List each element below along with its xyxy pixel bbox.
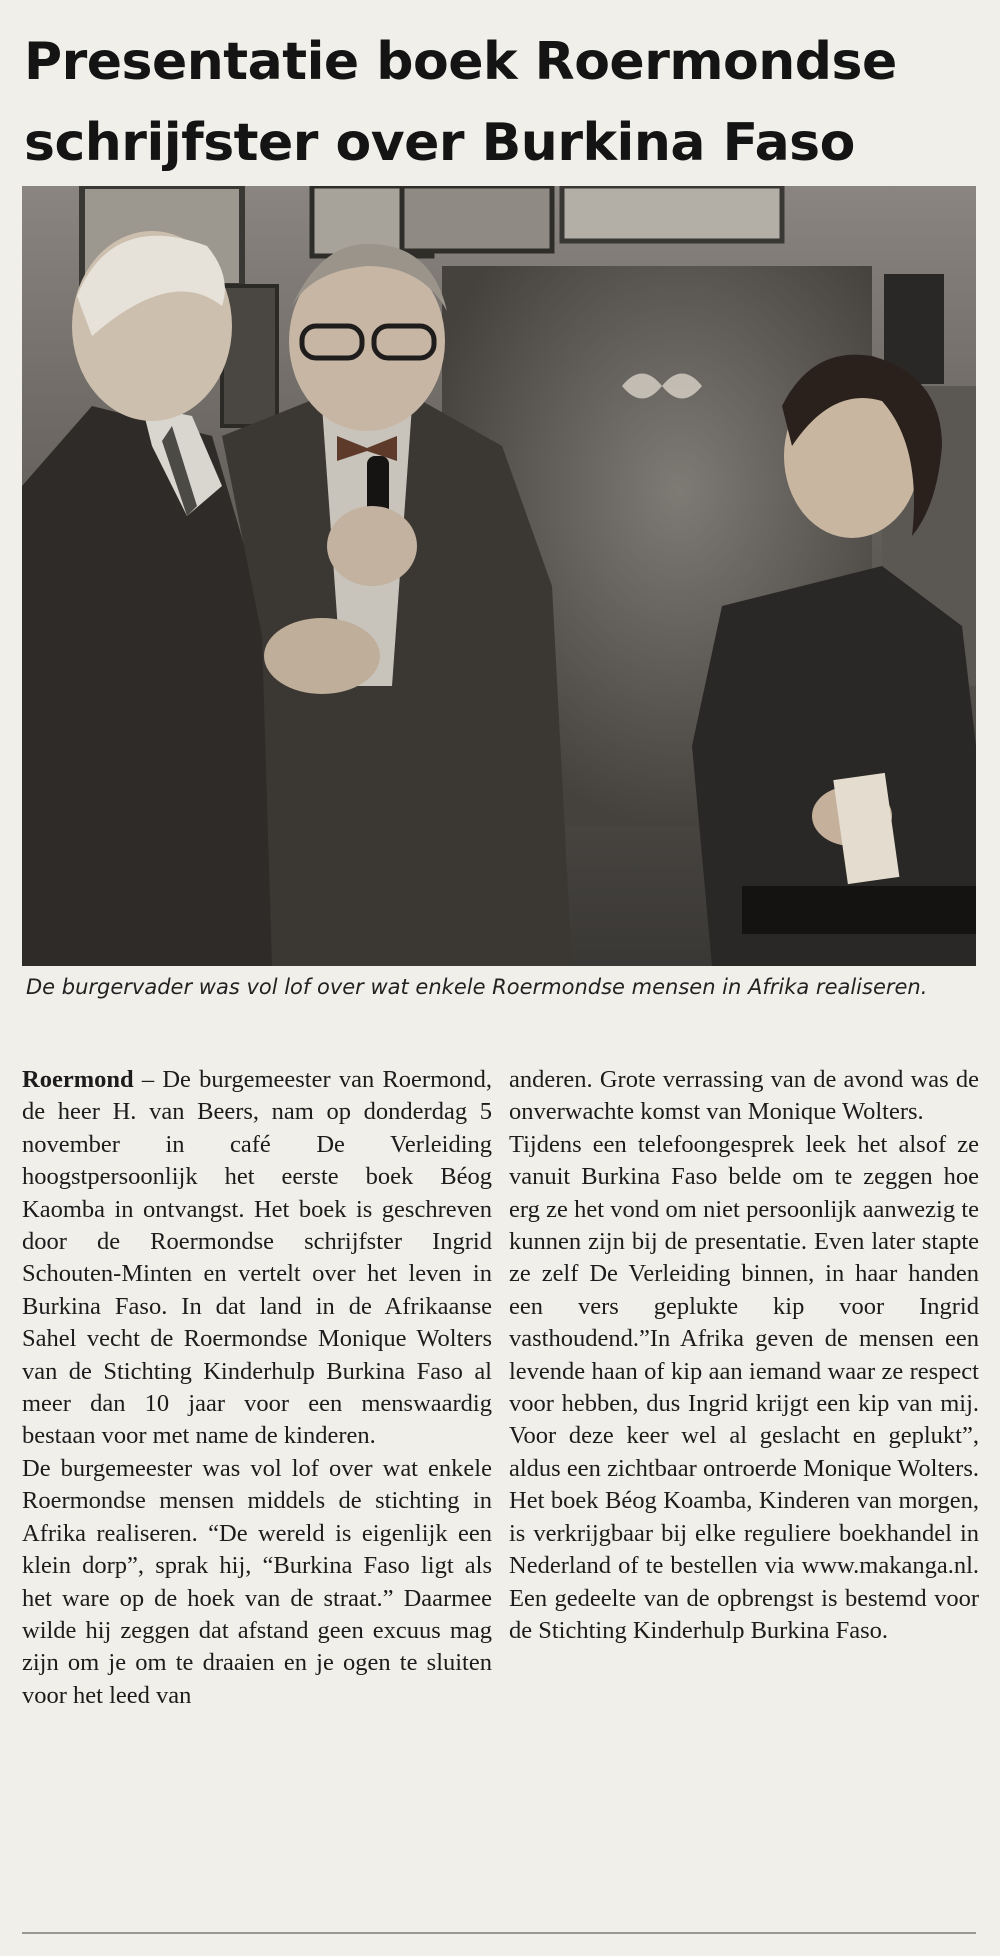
headline-line-2: schrijfster over Burkina Faso: [24, 113, 855, 173]
headline-line-1: Presentatie boek Roermondse: [24, 32, 897, 92]
paragraph-2-start: De burgemeester was vol lof over wat enkele Roermondse mensen middels de stichting in Afrika realiseren. “De wereld is eigenlijk een klein dorp”, sprak hij, “Burkina Faso ligt als het ware op de hoek van de straat.” Daarmee wilde hij zeggen dat afstand geen excuus mag zijn om je om te draaien en je ogen te sluiten voor het leed van: [22, 1454, 492, 1709]
photo-illustration: [22, 186, 976, 966]
article-column-right: [509, 1064, 979, 1647]
article-photo: [22, 186, 976, 966]
wall-frame-3: [402, 186, 552, 251]
dateline-dash: –: [133, 1066, 163, 1093]
paragraph-3: Tijdens een telefoongesprek leek het alsof ze vanuit Burkina Faso belde om te zeggen hoe erg ze het vond om niet persoonlijk aanwezig te kunnen zijn bij de presentatie. Even later stapte ze zelf De Verleiding binnen, in haar handen een vers geplukte kip voor Ingrid vasthoudend.”In Afrika geven de mensen een levende haan of kip aan iemand waar ze respect voor hebben, dus Ingrid krijgt een kip van mij. Voor deze keer wel al geslacht en geplukt”, aldus een zichtbaar ontroerde Monique Wolters. Het boek Béog Koamba, Kinderen van morgen, is verkrijgbaar bij elke reguliere boekhandel in Nederland of te bestellen via www.makanga.nl. Een gedeelte van de opbrengst is bestemd voor de Stichting Kinderhulp Burkina Faso.: [509, 1130, 979, 1644]
dateline: Roermond: [22, 1066, 134, 1093]
headline: [24, 22, 984, 184]
bottom-rule: [22, 1932, 976, 1934]
article-column-left: [22, 1064, 492, 1712]
wall-frame-4: [562, 186, 782, 241]
paragraph-1-text: De burgemeester van Roermond, de heer H. van Beers, nam op donderdag 5 november in café De Verleiding hoogstpersoonlijk het eerste boek Béog Kaomba in ontvangst. Het boek is geschreven door de Roermondse schrijfster Ingrid Schouten-Minten en vertelt over het leven in Burkina Faso. In dat land in de Afrikaanse Sahel vecht de Roermondse Monique Wolters van de Stichting Kinderhulp Burkina Faso al meer dan 10 jaar voor een menswaardig bestaan voor met name de kinderen.: [22, 1066, 492, 1450]
paragraph-1: [22, 1064, 492, 1453]
photo-caption: De burgervader was vol lof over wat enkele Roermondse mensen in Afrika realiseren.: [26, 975, 928, 999]
paragraph-2-end: anderen. Grote verrassing van de avond was de onverwachte komst van Monique Wolters.: [509, 1066, 979, 1126]
